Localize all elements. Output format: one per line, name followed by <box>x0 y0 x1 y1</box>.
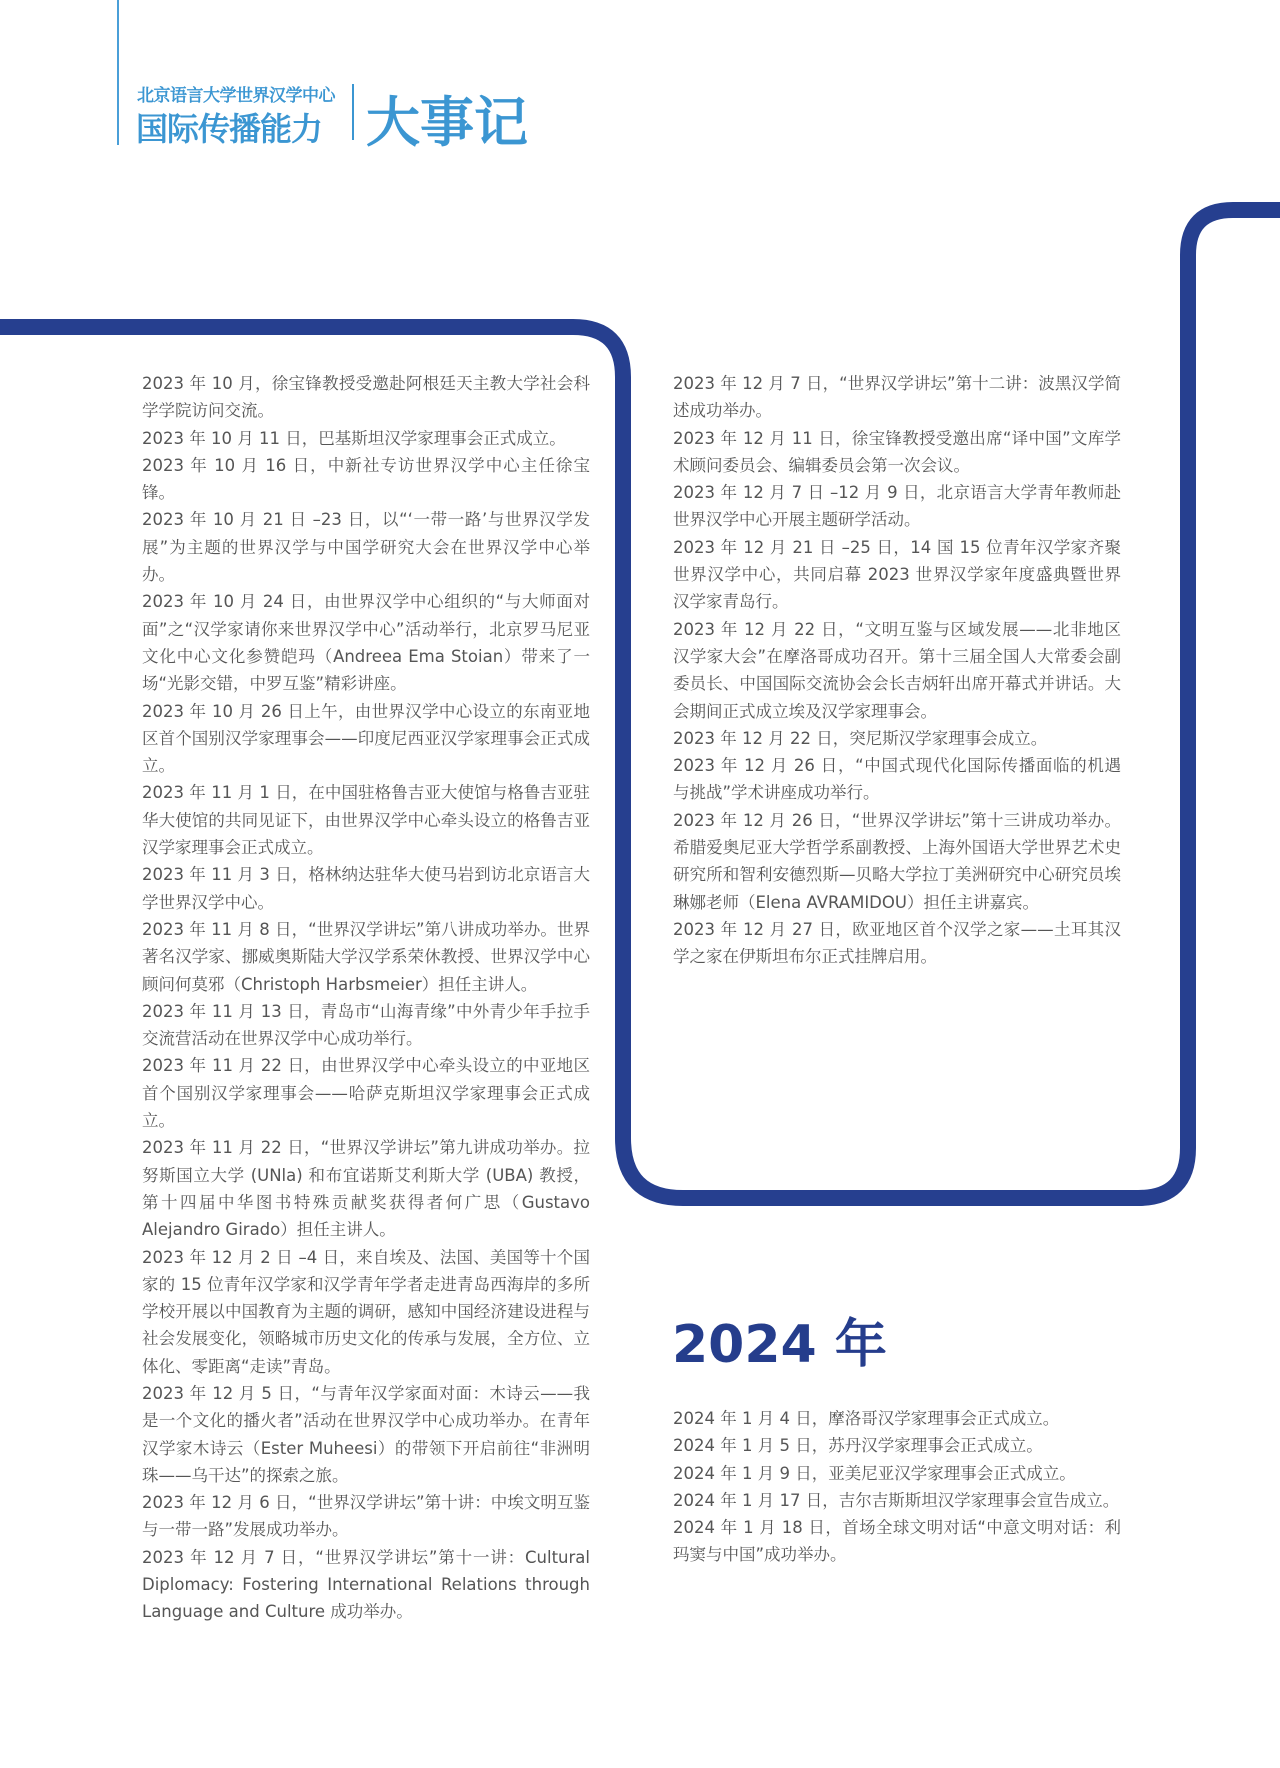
event-entry: 2024 年 1 月 4 日，摩洛哥汉学家理事会正式成立。 <box>673 1409 1060 1428</box>
header-main-title: 国际传播能力 <box>136 110 323 148</box>
event-entry: 2024 年 1 月 5 日，苏丹汉学家理事会正式成立。 <box>673 1436 1043 1456</box>
year-heading-2024: 2024 年 <box>672 1315 887 1375</box>
event-entry: 2023 年 12 月 22 日，“文明互鉴与区域发展——北非地区汉学家大会”在摩洛哥成功召开。第十三届全国人大常委会副委员长、中国国际交流协会会长吉炳轩出席开幕式并讲话。大会期间正式成立埃及汉学家理事会。 <box>673 619 1121 721</box>
page-title: 大事记 <box>366 91 528 154</box>
event-entry: 2023 年 10 月 26 日上午，由世界汉学中心设立的东南亚地区首个国别汉学家理事会——印度尼西亚汉学家理事会正式成立。 <box>142 701 590 776</box>
event-entry: 2023 年 12 月 21 日 –25 日，14 国 15 位青年汉学家齐聚世界汉学中心，共同启幕 2023 世界汉学家年度盛典暨世界汉学家青岛行。 <box>673 537 1121 612</box>
event-entry: 2023 年 10 月 11 日，巴基斯坦汉学家理事会正式成立。 <box>142 428 566 448</box>
event-entry: 2023 年 10 月 24 日，由世界汉学中心组织的“与大师面对面”之“汉学家请你来世界汉学中心”活动举行，北京罗马尼亚文化中心文化参赞皑玛（Andreea Ema Stoian）带来了一场“光影交错，中罗互鉴”精彩讲座。 <box>142 592 590 694</box>
event-entry: 2023 年 12 月 26 日，“世界汉学讲坛”第十三讲成功举办。希腊爱奥尼亚大学哲学系副教授、上海外国语大学世界艺术史研究所和智利安德烈斯—贝略大学拉丁美洲研究中心研究员埃琳娜老师（Elena AVRAMIDOU）担任主讲嘉宾。 <box>673 810 1121 912</box>
event-entry: 2023 年 11 月 13 日，青岛市“山海青缘”中外青少年手拉手交流营活动在世界汉学中心成功举行。 <box>142 1001 590 1049</box>
event-entry: 2023 年 12 月 7 日，“世界汉学讲坛”第十一讲：Cultural Diplomacy: Fostering International Relations through Language and Culture 成功举办。 <box>142 1547 590 1622</box>
event-entry: 2024 年 1 月 17 日，吉尔吉斯斯坦汉学家理事会宣告成立。 <box>673 1490 1120 1510</box>
event-entry: 2024 年 1 月 9 日，亚美尼亚汉学家理事会正式成立。 <box>673 1463 1076 1483</box>
event-entry: 2023 年 10 月 21 日 –23 日，以“‘一带一路’与世界汉学发展”为主题的世界汉学与中国学研究大会在世界汉学中心举办。 <box>142 510 590 585</box>
events-2024 <box>673 1405 1121 1569</box>
event-entry: 2023 年 10 月 16 日，中新社专访世界汉学中心主任徐宝锋。 <box>142 455 590 503</box>
event-entry: 2023 年 11 月 22 日，由世界汉学中心牵头设立的中亚地区首个国别汉学家理事会——哈萨克斯坦汉学家理事会正式成立。 <box>142 1056 590 1131</box>
event-entry: 2023 年 12 月 26 日，“中国式现代化国际传播面临的机遇与挑战”学术讲座成功举行。 <box>673 756 1121 803</box>
event-entry: 2023 年 12 月 6 日，“世界汉学讲坛”第十讲：中埃文明互鉴与一带一路”发展成功举办。 <box>142 1493 590 1540</box>
event-entry: 2023 年 11 月 22 日，“世界汉学讲坛”第九讲成功举办。拉努斯国立大学 (UNla) 和布宜诺斯艾利斯大学 (UBA) 教授，第十四届中华图书特殊贡献奖获得者何广思（Gustavo Alejandro Girado）担任主讲人。 <box>142 1138 590 1240</box>
event-entry: 2023 年 11 月 1 日，在中国驻格鲁吉亚大使馆与格鲁吉亚驻华大使馆的共同见证下，由世界汉学中心牵头设立的格鲁吉亚汉学家理事会正式成立。 <box>142 783 590 858</box>
event-entry: 2023 年 12 月 22 日，突尼斯汉学家理事会成立。 <box>673 728 1048 748</box>
header-subtitle: 北京语言大学世界汉学中心 <box>137 86 335 106</box>
event-entry: 2023 年 11 月 3 日，格林纳达驻华大使马岩到访北京语言大学世界汉学中心。 <box>142 865 590 912</box>
right-column-events <box>673 370 1121 971</box>
event-entry: 2023 年 12 月 11 日，徐宝锋教授受邀出席“译中国”文库学术顾问委员会、编辑委员会第一次会议。 <box>673 428 1121 475</box>
event-entry: 2023 年 12 月 7 日，“世界汉学讲坛”第十二讲：波黑汉学简述成功举办。 <box>673 374 1121 421</box>
event-entry: 2023 年 12 月 27 日，欧亚地区首个汉学之家——土耳其汉学之家在伊斯坦布尔正式挂牌启用。 <box>673 919 1121 967</box>
event-entry: 2023 年 11 月 8 日，“世界汉学讲坛”第八讲成功举办。世界著名汉学家、挪威奥斯陆大学汉学系荣休教授、世界汉学中心顾问何莫邪（Christoph Harbsmeier）担任主讲人。 <box>142 919 590 994</box>
left-column-events <box>142 370 590 1626</box>
event-entry: 2024 年 1 月 18 日，首场全球文明对话“中意文明对话：利玛窦与中国”成功举办。 <box>673 1518 1121 1565</box>
event-entry: 2023 年 12 月 5 日，“与青年汉学家面对面：木诗云——我是一个文化的播火者”活动在世界汉学中心成功举办。在青年汉学家木诗云（Ester Muheesi）的带领下开启前往“非洲明珠——乌干达”的探索之旅。 <box>142 1383 590 1485</box>
event-entry: 2023 年 12 月 2 日 –4 日，来自埃及、法国、美国等十个国家的 15 位青年汉学家和汉学青年学者走进青岛西海岸的多所学校开展以中国教育为主题的调研，感知中国经济建设进程与社会发展变化，领略城市历史文化的传承与发展，全方位、立体化、零距离“走读”青岛。 <box>142 1247 590 1376</box>
event-entry: 2023 年 10 月，徐宝锋教授受邀赴阿根廷天主教大学社会科学学院访问交流。 <box>142 374 590 421</box>
event-entry: 2023 年 12 月 7 日 –12 月 9 日，北京语言大学青年教师赴世界汉学中心开展主题研学活动。 <box>673 483 1121 530</box>
